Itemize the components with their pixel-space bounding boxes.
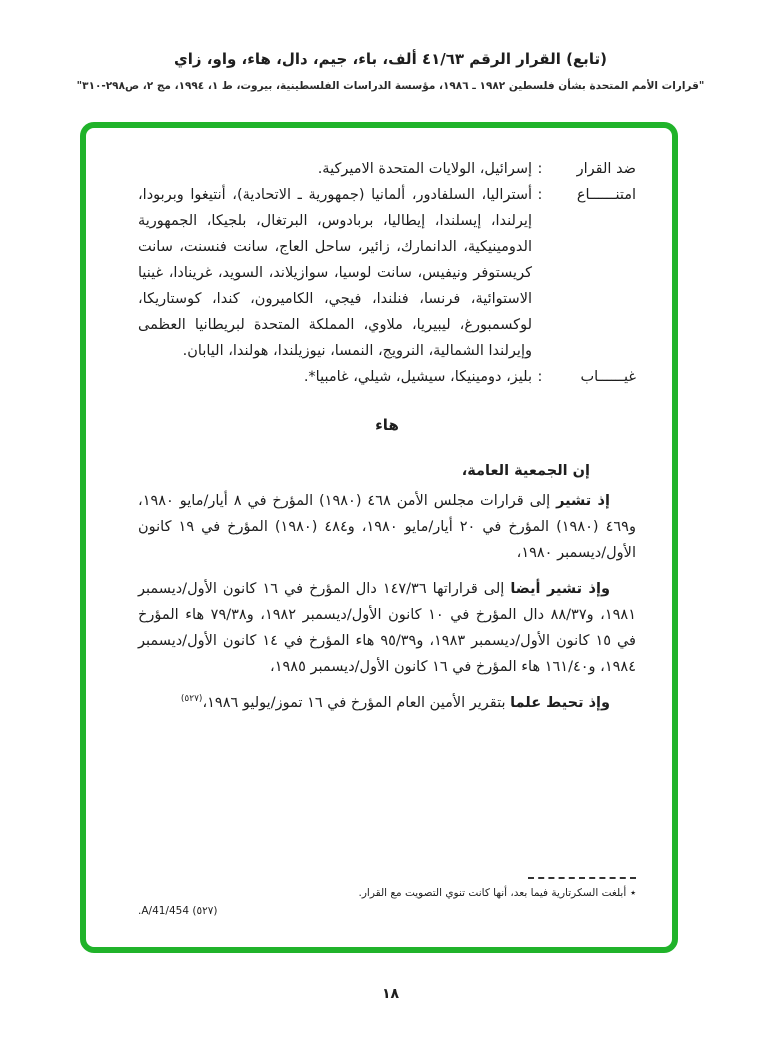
vote-label-absent: غيــــــاب <box>580 369 636 385</box>
source-citation: "قرارات الأمم المتحدة بشأن فلسطين ١٩٨٢ ـ ١٩٨٦، مؤسسة الدراسات الفلسطينية، بيروت، ط ١، ١٩٩٤، مج ٢، ص٢٩٨-٣١٠" <box>76 80 705 92</box>
section-letter-heading: هاء <box>375 416 399 434</box>
vote-countries-absent: بليز، دومينيكا، سيشيل، شيلي، غامبيا*. <box>303 369 532 385</box>
preamble-paragraph <box>138 488 636 566</box>
vote-countries-abstain: أستراليا، السلفادور، ألمانيا (جمهورية ـ الاتحادية)، أنتيغوا وبربودا، إيرلندا، إيسلندا، إيطاليا، بربادوس، البرتغال، بلجيكا، الجمهورية الدومينيكية، الدانمارك، زائير، ساحل العاج، سانت فنسنت، سانت كريستوفر ونيفيس، سانت لوسيا، سوازيلاند، السويد، غرينادا، غينيا الاستوائية، فرنسا، فنلندا، فيجي، الكاميرون، كندا، كوستاريكا، لوكسمبورغ، ليبيريا، ملاوي، المملكة المتحدة لبريطانيا العظمى وإيرلندا الشمالية، النرويج، النمسا، نيوزيلندا، هولندا، اليابان. <box>138 187 532 359</box>
paragraph-lead: وإذ تشير أيضا <box>510 581 610 597</box>
vote-separator: : <box>537 187 543 203</box>
paragraph-text: بتقرير الأمين العام المؤرخ في ١٦ تموز/يوليو ١٩٨٦، <box>202 695 511 711</box>
vote-row-against <box>138 156 636 182</box>
footnote-document-ref <box>138 903 636 919</box>
vote-row-abstain <box>138 182 636 364</box>
footnote-rule <box>528 877 636 879</box>
vote-separator: : <box>537 161 543 177</box>
vote-countries-against: إسرائيل، الولايات المتحدة الاميركية. <box>317 161 532 177</box>
footnotes-block <box>138 877 636 919</box>
general-assembly-opening: إن الجمعية العامة، <box>461 463 590 479</box>
paragraph-lead: وإذ تحيط علما <box>510 695 610 711</box>
paragraph-text: إلى قراراتها ١٤٧/٣٦ دال المؤرخ في ١٦ كانون الأول/ديسمبر ١٩٨١، و٨٨/٣٧ دال المؤرخ في ١٠ كانون الأول/ديسمبر ١٩٨٢، و٧٩/٣٨ هاء المؤرخ في ١٥ كانون الأول/ديسمبر ١٩٨٣، و٩٥/٣٩ هاء المؤرخ في ١٤ كانون الأول/ديسمبر ١٩٨٤، و١٦١/٤٠ هاء المؤرخ في ١٦ كانون الأول/ديسمبر ١٩٨٥، <box>138 581 637 675</box>
preamble-paragraph <box>138 576 636 680</box>
page-number: ١٨ <box>381 986 400 1002</box>
footnote-text: أبلغت السكرتارية فيما بعد، أنها كانت تنوي التصويت مع القرار. <box>358 887 627 899</box>
vote-label-abstain: امتنــــــاع <box>576 187 636 203</box>
document-symbol: A/41/454. <box>138 905 190 917</box>
vote-separator: : <box>537 369 543 385</box>
green-border-frame <box>80 122 678 953</box>
footnote-asterisk <box>138 885 636 901</box>
vote-row-absent <box>138 364 636 390</box>
footnote-reference: (٥٢٧) <box>180 694 203 705</box>
document-body <box>138 156 636 931</box>
paragraph-text: إلى قرارات مجلس الأمن ٤٦٨ (١٩٨٠) المؤرخ في ٨ أيار/مايو ١٩٨٠، و٤٦٩ (١٩٨٠) المؤرخ في ٢٠ أيار/مايو ١٩٨٠، و٤٨٤ (١٩٨٠) المؤرخ في ١٩ كانون الأول/ديسمبر ١٩٨٠، <box>138 493 636 561</box>
preamble-paragraph <box>138 690 636 716</box>
page-header <box>40 50 741 92</box>
asterisk-marker: ٭ <box>630 887 636 899</box>
paragraph-lead: إذ تشير <box>556 493 610 509</box>
resolution-title: (تابع) القرار الرقم ٤١/٦٣ ألف، باء، جيم، دال، هاء، واو، زاي <box>174 50 607 68</box>
vote-label-against: ضد القرار <box>576 161 636 177</box>
footnote-number: (٥٢٧) <box>192 905 218 917</box>
